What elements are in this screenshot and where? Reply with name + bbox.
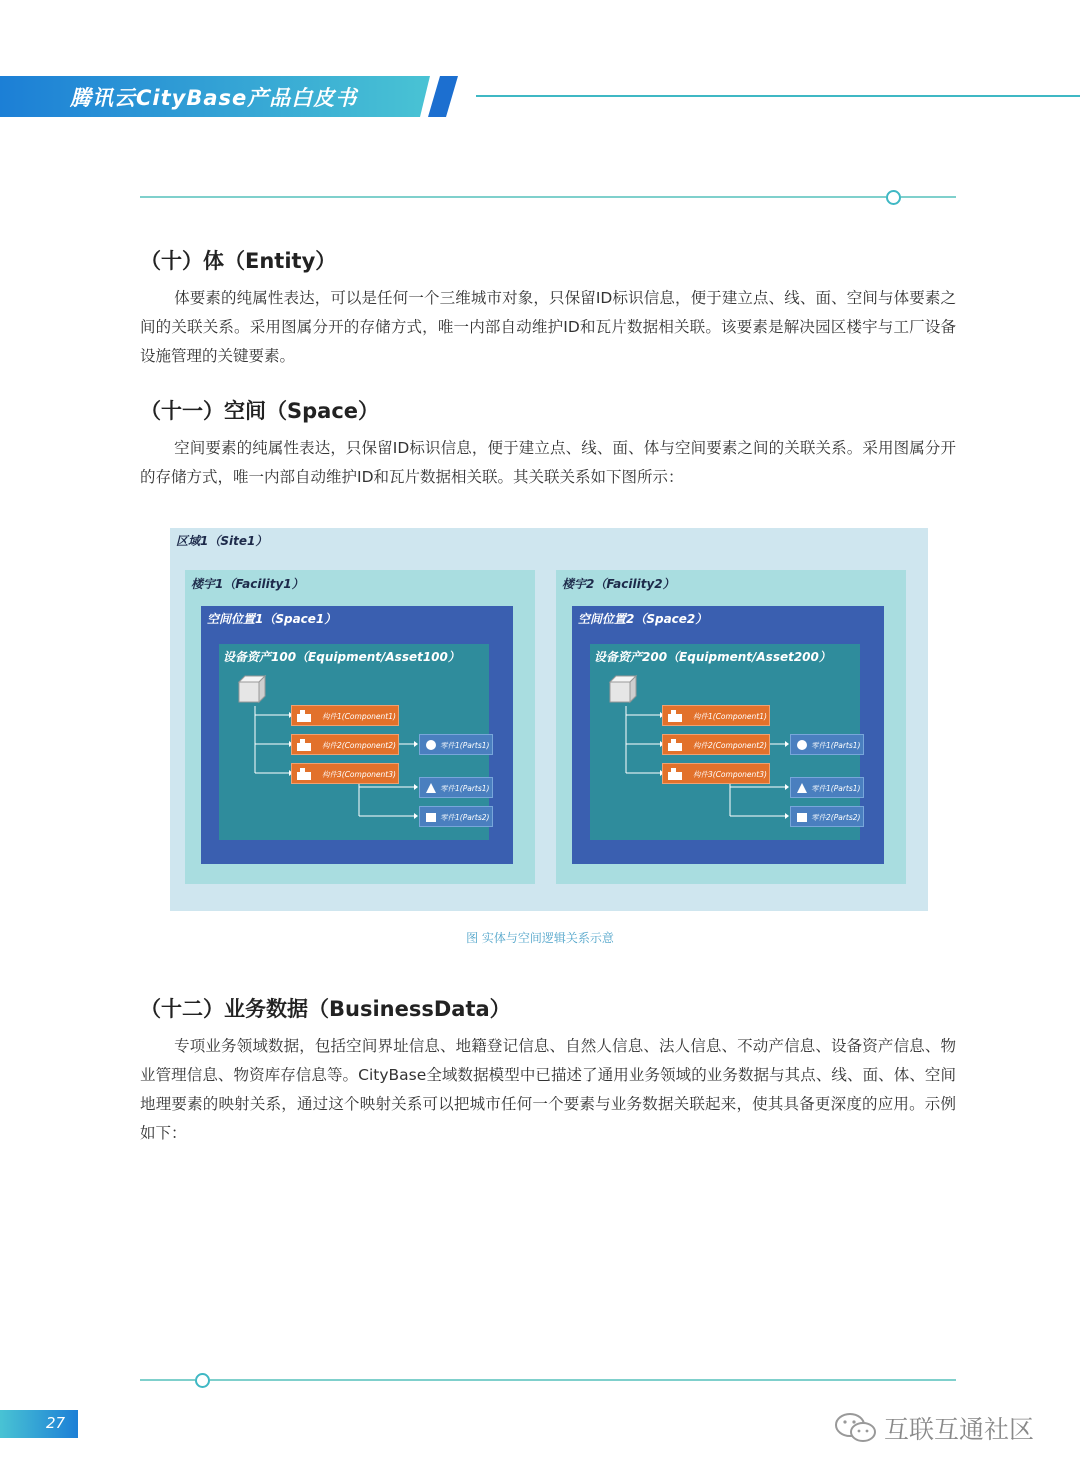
component-label: 构件1(Component1) [322,712,396,721]
section-heading-entity: （十）体（Entity） [140,249,337,273]
circle-icon [425,739,437,751]
page-number-box [0,1410,78,1438]
section-paragraph-entity: 体要素的纯属性表达，可以是任何一个三维城市对象，只保留ID标识信息，便于建立点、线、面、空间与体要素之间的关联关系。采用图属分开的存储方式，唯一内部自动维护ID和瓦片数据相关联。该要素是解决园区楼宇与工厂设备设施管理的关键要素。 [140,289,956,365]
document-title: 腾讯云CityBase产品白皮书 [70,86,358,110]
circle-icon [796,739,808,751]
part-label: 零件2(Parts2) [811,813,861,822]
part-label: 零件1(Parts1) [811,784,861,793]
top-divider-dot [886,190,901,205]
equipment-box [590,644,860,840]
figure-caption: 图 实体与空间逻辑关系示意 [466,931,614,945]
component-box [291,734,399,755]
component-box [662,763,770,784]
component-icon [667,739,683,751]
page-number: 27 [46,1414,66,1432]
equipment-label: 设备资产200（Equipment/Asset200） [594,650,831,664]
component-label: 构件2(Component2) [693,741,767,750]
component-icon [667,710,683,722]
watermark [834,1410,1034,1446]
component-box [662,705,770,726]
section-paragraph-business-data: 专项业务领域数据，包括空间界址信息、地籍登记信息、自然人信息、法人信息、不动产信息、设备资产信息、物业管理信息、物资库存信息等。CityBase全域数据模型中已描述了通用业务领域的业务数据与其点、线、面、体、空间地理要素的映射关系，通过这个映射关系可以把城市任何一个要素与业务数据关联起来，使其具备更深度的应用。示例如下： [140,1037,956,1142]
section-paragraph-space: 空间要素的纯属性表达，只保留ID标识信息，便于建立点、线、面、体与空间要素之间的关联关系。采用图属分开的存储方式，唯一内部自动维护ID和瓦片数据相关联。其关联关系如下图所示： [140,439,956,486]
part-box [790,777,864,798]
component-icon [296,710,312,722]
equipment-label: 设备资产100（Equipment/Asset100） [223,650,460,664]
space-label: 空间位置1（Space1） [207,612,337,626]
facility-label: 楼宇2（Facility2） [562,577,675,591]
component-label: 构件3(Component3) [322,770,396,779]
component-box [291,705,399,726]
space-label: 空间位置2（Space2） [578,612,708,626]
component-label: 构件1(Component1) [693,712,767,721]
part-box [419,777,493,798]
part-label: 零件1(Parts1) [440,741,490,750]
component-icon [296,739,312,751]
top-divider [140,196,886,198]
part-label: 零件1(Parts1) [440,784,490,793]
facility-label: 楼宇1（Facility1） [191,577,304,591]
part-box [790,734,864,755]
facility-box [185,570,535,884]
triangle-icon [796,782,808,794]
cylinder-icon [796,811,808,823]
part-box [419,806,493,827]
header-line [476,95,1080,97]
component-icon [296,768,312,780]
space-box [201,606,513,864]
component-box [662,734,770,755]
site-label: 区域1（Site1） [176,534,268,548]
component-label: 构件2(Component2) [322,741,396,750]
part-box [419,734,493,755]
section-heading-space: （十一）空间（Space） [140,399,380,423]
component-label: 构件3(Component3) [693,770,767,779]
component-icon [667,768,683,780]
cylinder-icon [425,811,437,823]
equipment-box [219,644,489,840]
wechat-icon [834,1411,878,1445]
triangle-icon [425,782,437,794]
top-divider-tail [901,196,956,198]
bottom-divider-dot [195,1373,210,1388]
space-box [572,606,884,864]
section-heading-business-data: （十二）业务数据（BusinessData） [140,997,511,1021]
part-box [790,806,864,827]
part-label: 零件1(Parts1) [811,741,861,750]
component-box [291,763,399,784]
entity-space-diagram [170,528,928,911]
bottom-divider-head [140,1379,195,1381]
facility-box [556,570,906,884]
watermark-text: 互联互通社区 [884,1415,1035,1444]
bottom-divider [210,1379,956,1381]
part-label: 零件1(Parts2) [440,813,490,822]
